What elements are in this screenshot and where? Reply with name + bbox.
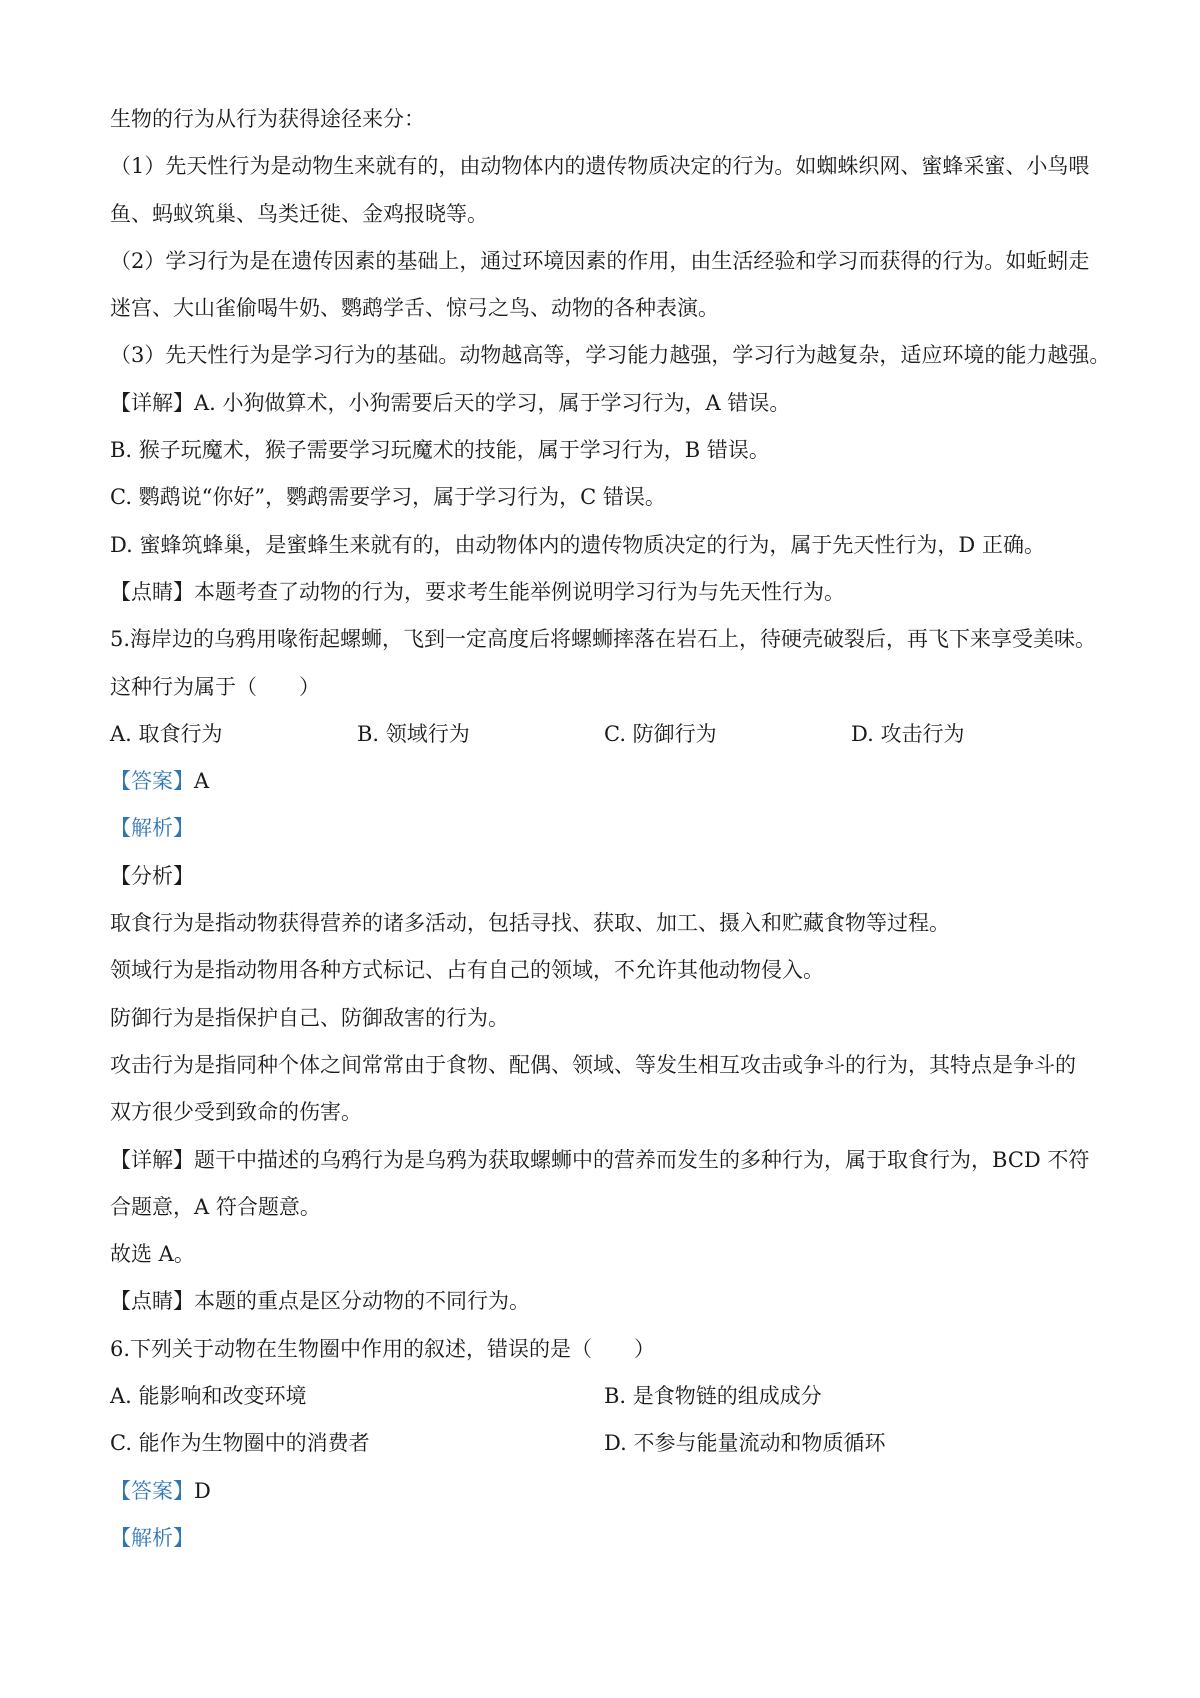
q6-answer-value: D [194,1478,211,1503]
q5-stem-line-1: 5.海岸边的乌鸦用喙衔起螺蛳，飞到一定高度后将螺蛳摔落在岩石上，待硬壳破裂后，再飞下来享受美味。 [110,627,1097,652]
q6-answer [110,1468,1100,1515]
q5-option-c: C. 防御行为 [604,721,717,746]
innate-behavior-line-1: （1）先天性行为是动物生来就有的，由动物体内的遗传物质决定的行为。如蜘蛛织网、蜜蜂采蜜、小鸟喂 [110,154,1090,179]
q6-options-row-2 [110,1420,1100,1467]
q5-fenxi-defensive: 防御行为是指保护自己、防御敌害的行为。 [110,1005,509,1030]
detail-option-c: C. 鹦鹉说“你好”，鹦鹉需要学习，属于学习行为，C 错误。 [110,485,666,510]
q6-option-d: D. 不参与能量流动和物质循环 [604,1431,886,1456]
q5-detail-line-2: 合题意，A 符合题意。 [110,1194,321,1219]
q5-detail-line-1: 【详解】题干中描述的乌鸦行为是乌鸦为获取螺蛳中的营养而发生的多种行为，属于取食行为，BCD 不符 [110,1147,1090,1172]
q5-answer [110,758,1100,805]
q6-option-c: C. 能作为生物圈中的消费者 [110,1431,370,1456]
q5-answer-value: A [194,769,210,794]
q6-option-b: B. 是食物链的组成成分 [604,1384,822,1409]
q5-answer-label: 【答案】 [110,769,194,794]
q5-choose: 故选 A。 [110,1242,195,1267]
q5-fenxi-territorial: 领域行为是指动物用各种方式标记、占有自己的领域，不允许其他动物侵入。 [110,958,824,983]
learned-behavior-line-1: （2）学习行为是在遗传因素的基础上，通过环境因素的作用，由生活经验和学习而获得的行为。如蚯蚓走 [110,248,1090,273]
q5-jiexi-label: 【解析】 [110,816,194,841]
q6-options-row-1 [110,1373,1100,1420]
detail-option-d: D. 蜜蜂筑蜂巢，是蜜蜂生来就有的，由动物体内的遗传物质决定的行为，属于先天性行为，D 正确。 [110,532,1045,557]
q5-fenxi-aggressive-1: 攻击行为是指同种个体之间常常由于食物、配偶、领域、等发生相互攻击或争斗的行为，其特点是争斗的 [110,1052,1076,1077]
q6-option-a: A. 能影响和改变环境 [110,1384,307,1409]
q5-options [110,711,1100,758]
q6-jiexi-label: 【解析】 [110,1525,194,1550]
comment-line: 【点睛】本题考查了动物的行为，要求考生能举例说明学习行为与先天性行为。 [110,579,845,604]
q5-option-a: A. 取食行为 [110,721,223,746]
q5-fenxi-foraging: 取食行为是指动物获得营养的诸多活动，包括寻找、获取、加工、摄入和贮藏食物等过程。 [110,911,950,936]
detail-option-a: 【详解】A. 小狗做算术，小狗需要后天的学习，属于学习行为，A 错误。 [110,390,791,415]
innate-behavior-line-2: 鱼、蚂蚁筑巢、鸟类迁徙、金鸡报晓等。 [110,201,488,226]
q5-option-d: D. 攻击行为 [851,721,965,746]
document-page [110,96,1111,1562]
q5-option-b: B. 领域行为 [357,721,470,746]
learned-behavior-line-2: 迷宫、大山雀偷喝牛奶、鹦鹉学舌、惊弓之鸟、动物的各种表演。 [110,296,719,321]
detail-option-b: B. 猴子玩魔术，猴子需要学习玩魔术的技能，属于学习行为，B 错误。 [110,438,770,463]
q5-stem-line-2: 这种行为属于（ ） [110,674,320,699]
analysis-intro: 生物的行为从行为获得途径来分： [110,107,425,131]
q5-fenxi-label: 【分析】 [110,863,194,888]
behavior-relation-line: （3）先天性行为是学习行为的基础。动物越高等，学习能力越强，学习行为越复杂，适应环境的能力越强。 [110,343,1111,368]
q6-stem: 6.下列关于动物在生物圈中作用的叙述，错误的是（ ） [110,1336,656,1361]
q5-comment: 【点睛】本题的重点是区分动物的不同行为。 [110,1289,530,1314]
q6-answer-label: 【答案】 [110,1478,194,1503]
q5-fenxi-aggressive-2: 双方很少受到致命的伤害。 [110,1100,362,1125]
